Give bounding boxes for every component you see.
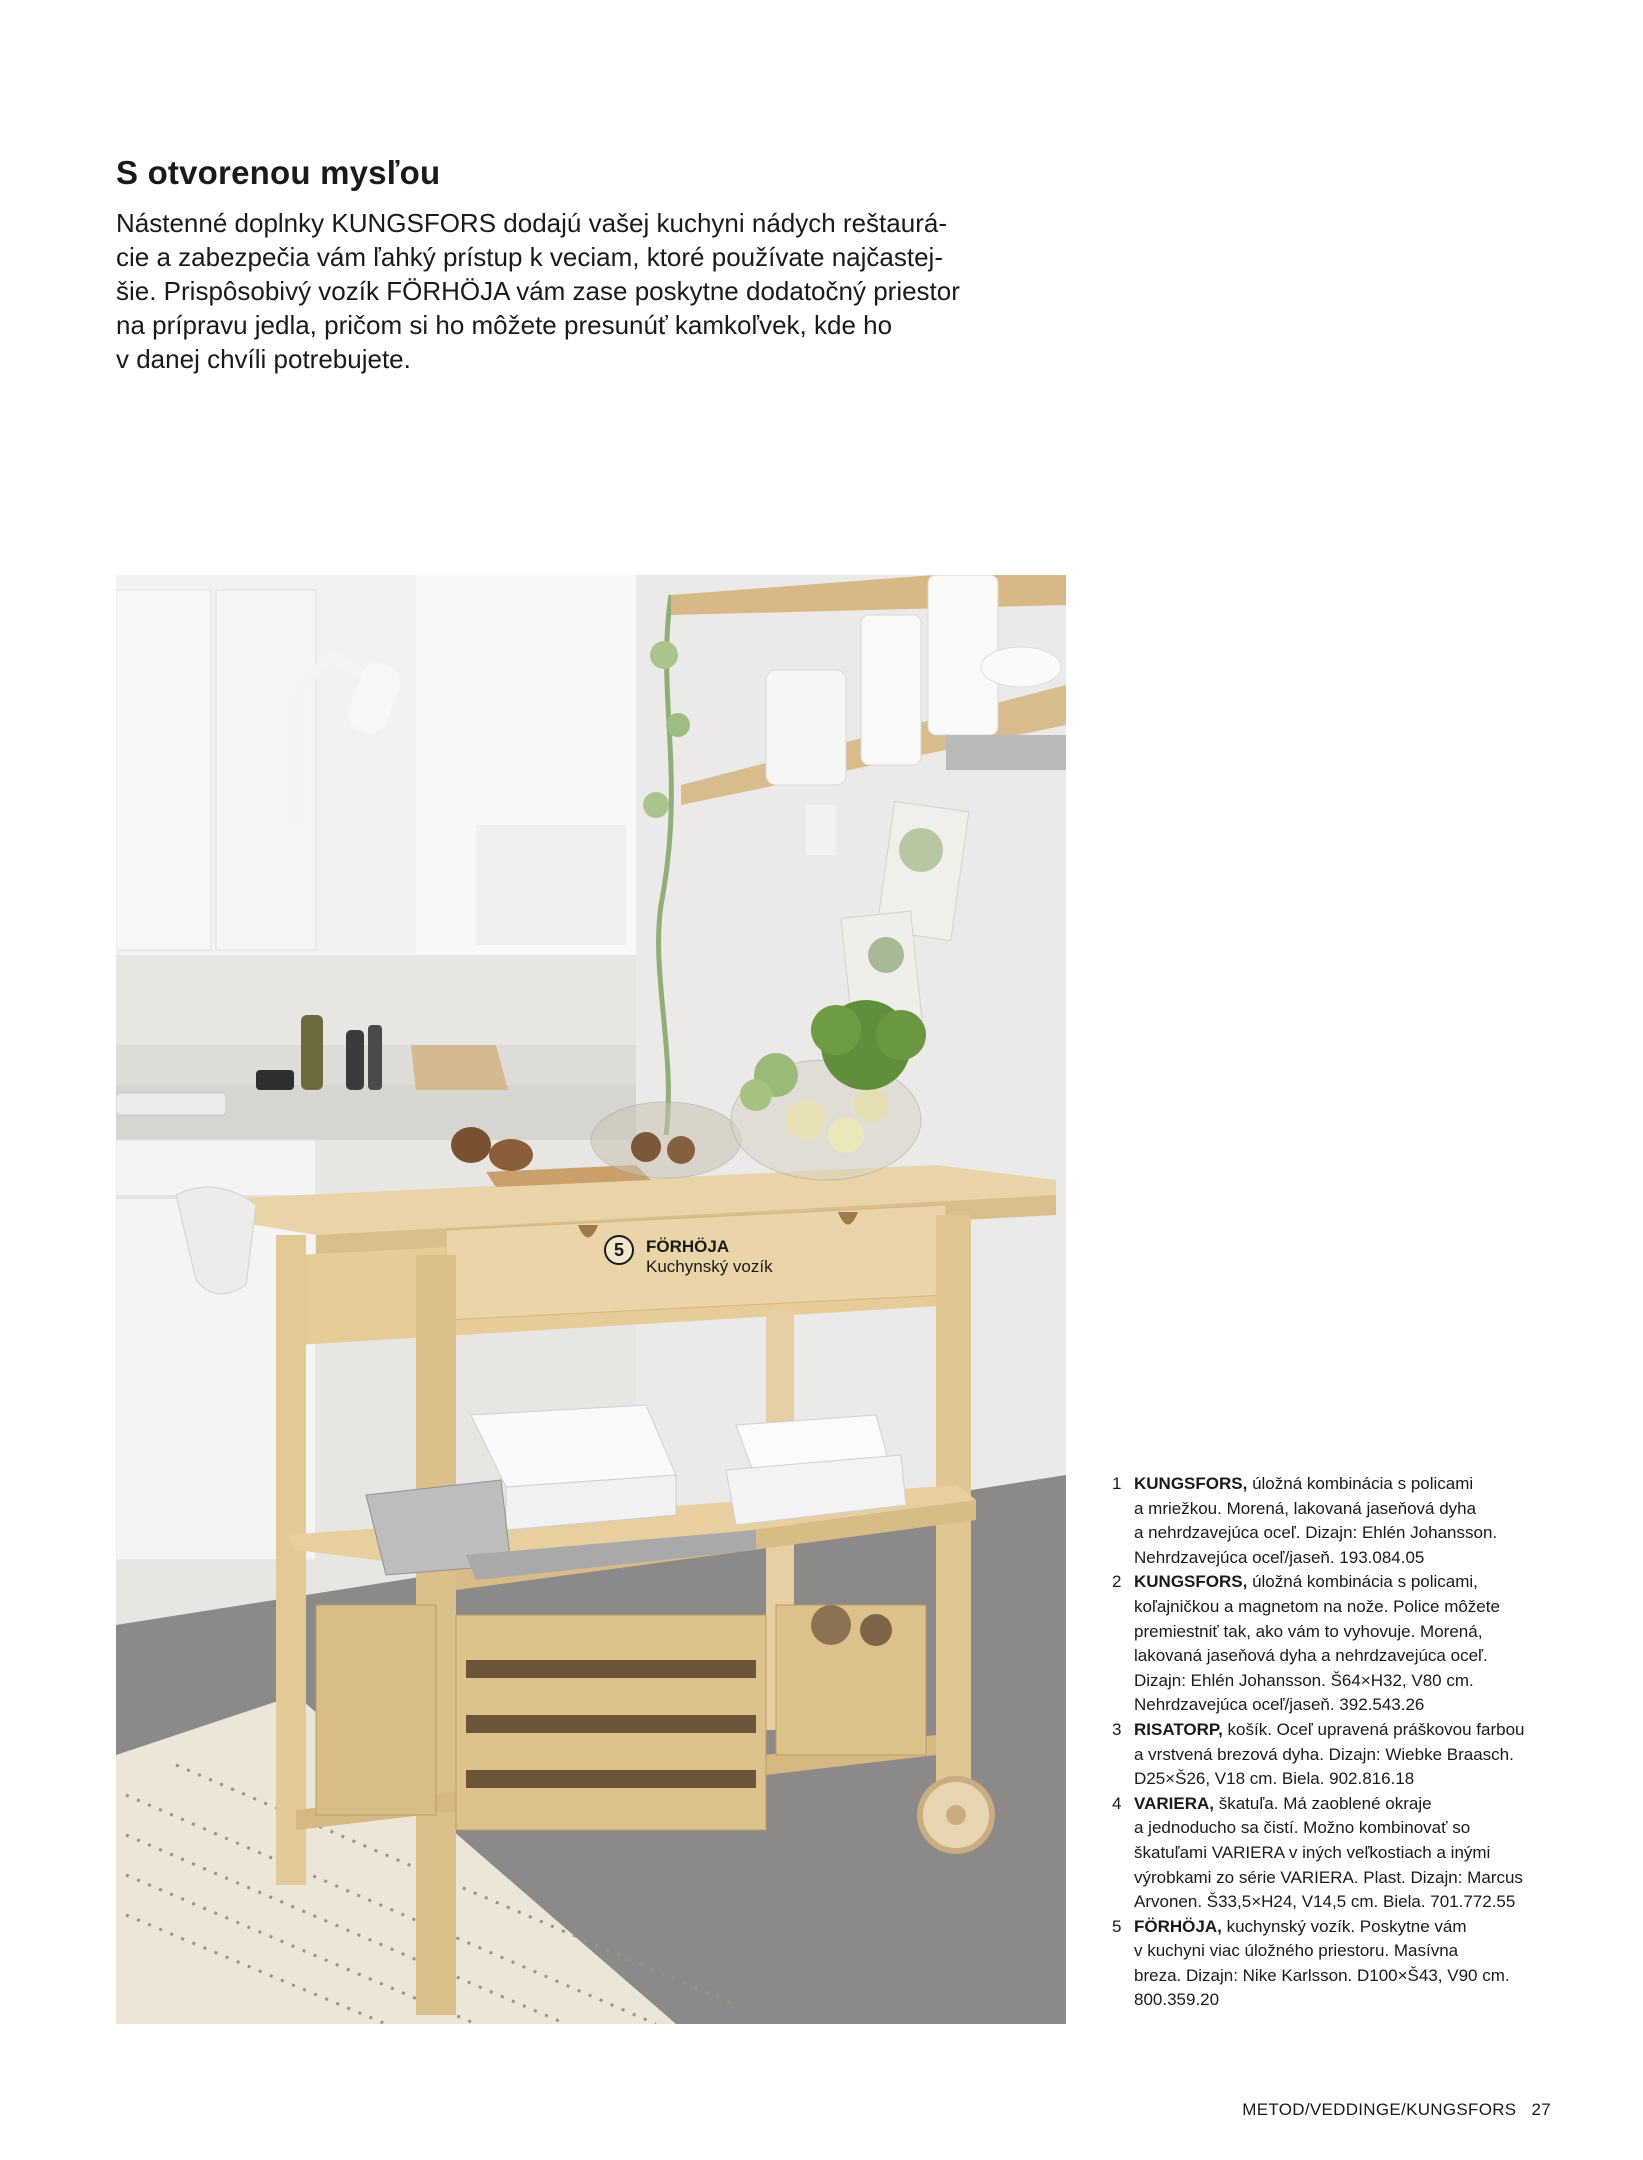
callout-label [646, 1237, 773, 1277]
product-item [1112, 1718, 1562, 1792]
product-item-number: 3 [1112, 1719, 1122, 1739]
product-name: VARIERA, [1134, 1793, 1219, 1813]
intro-line: Nástenné doplnky KUNGSFORS dodajú vašej kuchyni nádych reštaurá- [116, 208, 947, 238]
page-footer [1242, 2100, 1551, 2120]
intro-paragraph [116, 206, 960, 376]
product-item [1112, 1570, 1562, 1718]
product-text-line: premiestniť tak, ako vám to vyhovuje. Morená, [1134, 1621, 1483, 1641]
product-text-line: košík. Oceľ upravená práškovou farbou [1227, 1719, 1525, 1739]
kitchen-cart-photo [116, 575, 1066, 2024]
callout-product-description: Kuchynský vozík [646, 1257, 773, 1276]
product-item-number: 1 [1112, 1474, 1122, 1493]
product-item [1112, 1915, 1562, 2013]
product-text-line: Nehrdzavejúca oceľ/jaseň. 193.084.05 [1134, 1547, 1425, 1567]
product-text-line: breza. Dizajn: Nike Karlsson. D100×Š43, V90 cm. [1134, 1965, 1510, 1985]
page-number: 27 [1531, 2100, 1551, 2119]
product-text-line: a nehrdzavejúca oceľ. Dizajn: Ehlén Johansson. [1134, 1523, 1498, 1543]
product-name: KUNGSFORS, [1134, 1572, 1253, 1592]
product-text-line: výrobkami zo série VARIERA. Plast. Dizajn: Marcus [1134, 1867, 1523, 1887]
callout-number-badge: 5 [604, 1235, 634, 1265]
product-text-line: a vrstvená brezová dyha. Dizajn: Wiebke Braasch. [1134, 1744, 1514, 1764]
product-text-line: koľajničkou a magnetom na nože. Police môžete [1134, 1596, 1500, 1616]
product-text-line: škatuľa. Má zaoblené okraje [1218, 1793, 1432, 1813]
product-text-line: škatuľami VARIERA v iných veľkostiach a inými [1134, 1842, 1491, 1862]
product-item [1112, 1792, 1562, 1915]
product-text-line: Arvonen. Š33,5×H24, V14,5 cm. Biela. 701.772.55 [1134, 1892, 1516, 1912]
product-text-line: lakovaná jaseňová dyha a nehrdzavejúca oceľ. [1134, 1646, 1488, 1666]
product-item-number: 5 [1112, 1916, 1122, 1936]
product-item-number: 2 [1112, 1572, 1122, 1592]
product-text-line: Nehrdzavejúca oceľ/jaseň. 392.543.26 [1134, 1695, 1425, 1715]
product-item [1112, 1472, 1562, 1570]
intro-line: v danej chvíli potrebujete. [116, 344, 411, 374]
product-name: RISATORP, [1134, 1719, 1228, 1739]
intro-line: cie a zabezpečia vám ľahký prístup k veciam, ktoré používate najčastej- [116, 242, 943, 272]
product-text-line: úložná kombinácia s policami, [1252, 1572, 1478, 1592]
product-text-line: 800.359.20 [1134, 1990, 1220, 2010]
callout-product-name: FÖRHÖJA [646, 1237, 730, 1256]
product-text-line: D25×Š26, V18 cm. Biela. 902.816.18 [1134, 1769, 1415, 1789]
product-item-number: 4 [1112, 1793, 1122, 1813]
page-title: S otvorenou mysľou [116, 154, 441, 191]
product-text-line: v kuchyni viac úložného priestoru. Masívna [1134, 1941, 1459, 1961]
product-list [1112, 1472, 1562, 2013]
product-text-line: a jednoducho sa čistí. Možno kombinovať so [1134, 1818, 1471, 1838]
product-name: FÖRHÖJA, [1134, 1916, 1227, 1936]
footer-section-name: METOD/VEDDINGE/KUNGSFORS [1242, 2100, 1517, 2119]
product-text-line: Dizajn: Ehlén Johansson. Š64×H32, V80 cm. [1134, 1670, 1474, 1690]
kitchen-scene-illustration [116, 575, 1066, 2024]
intro-line: na prípravu jedla, pričom si ho môžete presunúť kamkoľvek, kde ho [116, 310, 893, 340]
product-callout-forhoja [604, 1235, 773, 1277]
product-text-line: a mriežkou. Morená, lakovaná jaseňová dyha [1134, 1498, 1477, 1518]
product-text-line: úložná kombinácia s policami [1252, 1474, 1474, 1493]
intro-line: šie. Prispôsobivý vozík FÖRHÖJA vám zase poskytne dodatočný priestor [116, 276, 960, 306]
product-text-line: kuchynský vozík. Poskytne vám [1226, 1916, 1467, 1936]
product-name: KUNGSFORS, [1134, 1474, 1253, 1493]
